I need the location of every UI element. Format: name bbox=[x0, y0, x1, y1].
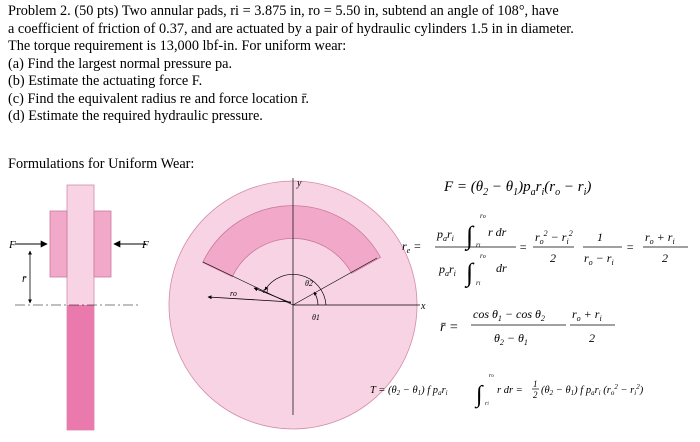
svg-text:ro: ro bbox=[480, 212, 486, 220]
pad-left bbox=[50, 211, 67, 277]
svg-text:r̄ =: r̄ = bbox=[440, 320, 459, 335]
svg-text:T = (θ2 − θ1) f pari: T = (θ2 − θ1) f pari bbox=[370, 385, 448, 397]
shaft bbox=[67, 305, 94, 430]
svg-text:2: 2 bbox=[533, 390, 538, 400]
svg-text:2: 2 bbox=[550, 251, 556, 265]
problem-line-1: Problem 2. (50 pts) Two annular pads, ri = 3.875 in, ro = 5.50 in, subtend an angle of 108°, have bbox=[8, 3, 559, 19]
svg-text:F = (θ2 − θ1)pari(ro − ri): $F = (\theta_2 - \theta_1)p_ar_i(r_o - r_i)$ bbox=[444, 179, 592, 198]
theta2-label: θ2 bbox=[305, 279, 313, 288]
svg-text:∫: ∫ bbox=[476, 382, 483, 408]
formula-force-location bbox=[440, 307, 615, 347]
rbar-label: r̄ bbox=[22, 273, 27, 285]
svg-text:ro − ri: $r_o - r_i$ bbox=[584, 251, 614, 267]
svg-text:(θ2 − θ1) f pari (ro2 − ri2): (θ2 − θ1) f pari $(ro^2 - ri^2)$ bbox=[541, 383, 644, 397]
pad-right bbox=[94, 211, 111, 277]
svg-text:=: = bbox=[626, 240, 635, 254]
svg-text:1: 1 bbox=[533, 379, 538, 389]
ro-label: ro bbox=[230, 289, 237, 298]
ri-label: ri bbox=[263, 286, 269, 295]
svg-text:ro + ri: $r_o + r_i$ bbox=[572, 307, 602, 323]
force-label-right: F bbox=[142, 239, 149, 251]
section-heading: Formulations for Uniform Wear: bbox=[8, 156, 195, 172]
problem-line-2: a coefficient of friction of 0.37, and are actuated by a pair of hydraulic cylinders 1.5 in in diameter. bbox=[8, 20, 574, 37]
svg-text:∫: ∫ bbox=[466, 258, 474, 287]
problem-item-d: (d) Estimate the required hydraulic pressure. bbox=[8, 108, 263, 124]
svg-text:r dr: r dr bbox=[488, 225, 507, 239]
formula-torque bbox=[370, 373, 644, 409]
svg-text:1: 1 bbox=[597, 230, 603, 244]
x-axis-label: x bbox=[421, 301, 426, 312]
svg-text:2: 2 bbox=[662, 251, 668, 265]
svg-text:∫: ∫ bbox=[466, 221, 474, 250]
svg-text:cos θ1 − cos θ2: $\cos \theta_1 - \cos \theta_2$ bbox=[473, 307, 545, 323]
svg-text:dr: dr bbox=[496, 261, 507, 275]
formula-force bbox=[443, 179, 591, 198]
svg-text:ro + ri: $r_o + r_i$ bbox=[645, 230, 675, 246]
side-view bbox=[8, 185, 149, 430]
svg-text:ro: ro bbox=[480, 252, 486, 260]
formula-equivalent-radius bbox=[402, 212, 688, 288]
problem-item-c: (c) Find the equivalent radius re and force location r̄. bbox=[8, 90, 309, 107]
svg-text:ri: ri bbox=[476, 279, 481, 287]
svg-text:ro2 − ri2: $r_o^2 - r_i^2$ bbox=[535, 229, 573, 246]
svg-text:ri: ri bbox=[485, 401, 489, 407]
svg-text:ri: ri bbox=[476, 241, 481, 249]
y-axis-label: y bbox=[297, 178, 302, 189]
theta1-label: θ1 bbox=[312, 313, 320, 322]
force-label-left: F bbox=[9, 239, 16, 251]
svg-text:ro: ro bbox=[489, 373, 494, 379]
svg-text:re =: $r_e$ = bbox=[402, 239, 422, 255]
svg-text:2: 2 bbox=[589, 331, 595, 345]
problem-item-a: (a) Find the largest normal pressure pa. bbox=[8, 55, 233, 72]
svg-text:r dr =: r dr = bbox=[497, 385, 523, 396]
problem-item-b: (b) Estimate the actuating force F. bbox=[8, 73, 203, 89]
svg-text:=: = bbox=[519, 240, 528, 254]
problem-line-3: The torque requirement is 13,000 lbf-in. For uniform wear: bbox=[8, 38, 347, 54]
svg-text:pari: $p_ar_i$ bbox=[439, 262, 456, 278]
svg-text:pari: $p_ar_i$ bbox=[437, 227, 454, 243]
svg-text:θ2 − θ1: $\theta_2 - \theta_1$ bbox=[494, 331, 528, 347]
